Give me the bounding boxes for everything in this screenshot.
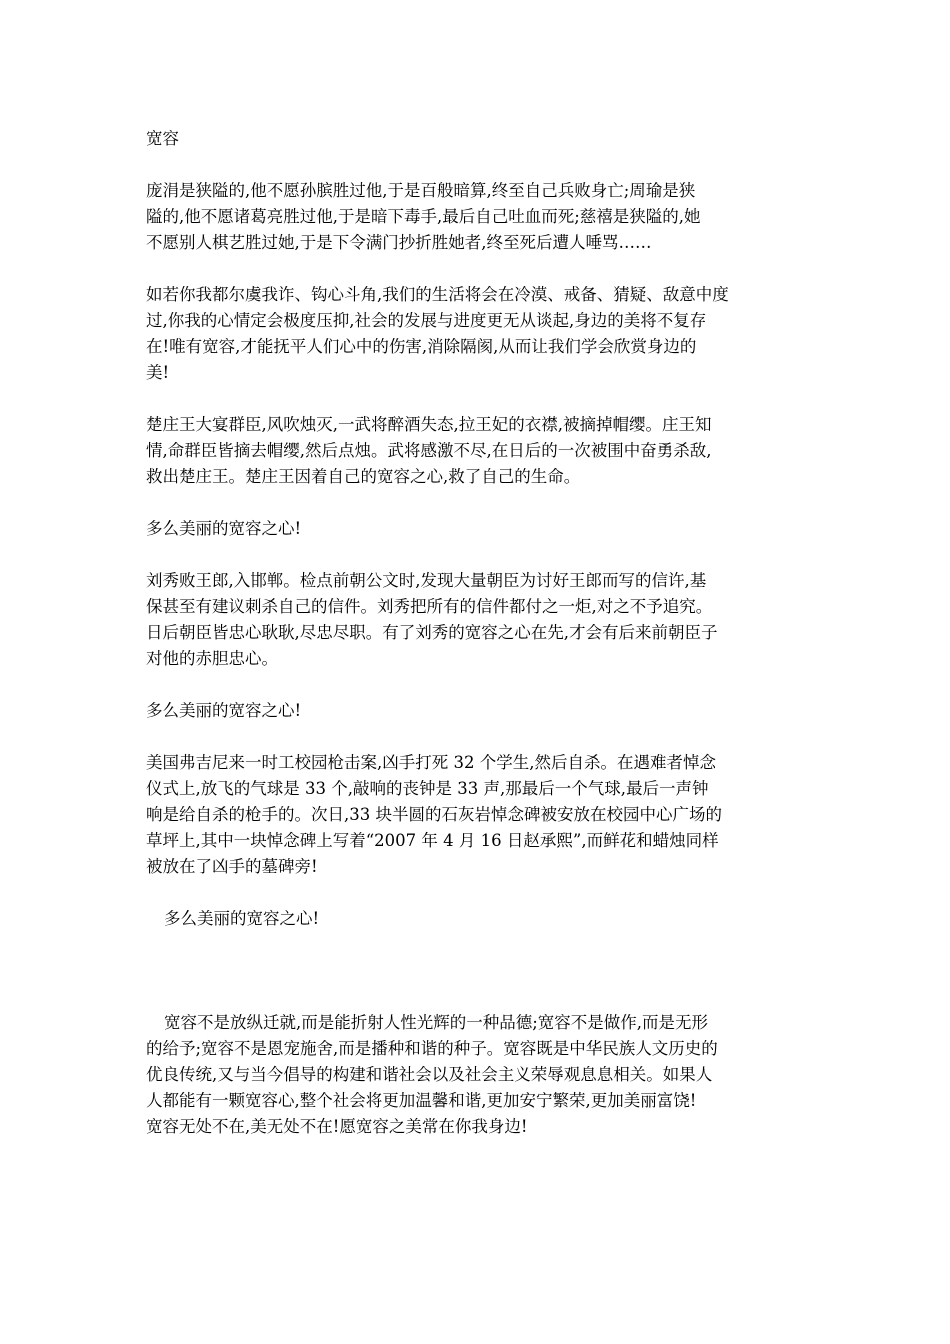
document-body (146, 126, 806, 1140)
paragraph-line: 情,命群臣皆摘去帽缨,然后点烛。武将感激不尽,在日后的一次被围中奋勇杀敌, (146, 441, 712, 460)
refrain-3: 多么美丽的宽容之心! (164, 909, 320, 928)
paragraph-line: 草坪上,其中一块悼念碑上写着“2007 年 4 月 16 日赵承熙”,而鲜花和蜡烛同样 (146, 831, 719, 850)
paragraph-line: 响是给自杀的枪手的。次日,33 块半圆的石灰岩悼念碑被安放在校园中心广场的 (146, 805, 722, 824)
paragraph-2 (146, 282, 806, 386)
paragraph-line: 救出楚庄王。楚庄王因着自己的宽容之心,救了自己的生命。 (146, 467, 581, 486)
paragraph-line: 日后朝臣皆忠心耿耿,尽忠尽职。有了刘秀的宽容之心在先,才会有后来前朝臣子 (146, 623, 718, 642)
paragraph-line: 美国弗吉尼来一时工校园枪击案,凶手打死 32 个学生,然后自杀。在遇难者悼念 (146, 753, 716, 772)
paragraph-line: 优良传统,又与当今倡导的构建和谐社会以及社会主义荣辱观息息相关。如果人 (146, 1065, 713, 1084)
refrain-2: 多么美丽的宽容之心! (146, 701, 302, 720)
paragraph-line: 过,你我的心情定会极度压抑,社会的发展与进度更无从谈起,身边的美将不复存 (146, 311, 707, 330)
paragraph-line: 不愿别人棋艺胜过她,于是下令满门抄折胜她者,终至死后遭人唾骂…… (146, 233, 652, 252)
refrain-1: 多么美丽的宽容之心! (146, 519, 302, 538)
paragraph-line: 保甚至有建议刺杀自己的信件。刘秀把所有的信件都付之一炬,对之不予追究。 (146, 597, 713, 616)
paragraph-line: 宽容不是放纵迁就,而是能折射人性光辉的一种品德;宽容不是做作,而是无形 (164, 1013, 709, 1032)
paragraph-line: 的给予;宽容不是恩宠施舍,而是播种和谐的种子。宽容既是中华民族人文历史的 (146, 1039, 718, 1058)
paragraph-line: 庞涓是狭隘的,他不愿孙膑胜过他,于是百般暗算,终至自己兵败身亡;周瑜是狭 (146, 181, 696, 200)
paragraph-3 (146, 412, 806, 490)
paragraph-line: 对他的赤胆忠心。 (146, 649, 278, 668)
document-title: 宽容 (146, 129, 179, 148)
paragraph-line: 仪式上,放飞的气球是 33 个,敲响的丧钟是 33 声,那最后一个气球,最后一声钟 (146, 779, 709, 798)
paragraph-4 (146, 568, 806, 672)
paragraph-1 (146, 178, 806, 256)
paragraph-line: 被放在了凶手的墓碑旁! (146, 857, 318, 876)
paragraph-line: 人都能有一颗宽容心,整个社会将更加温馨和谐,更加安宁繁荣,更加美丽富饶! (146, 1091, 697, 1110)
paragraph-line: 楚庄王大宴群臣,风吹烛灭,一武将醉酒失态,拉王妃的衣襟,被摘掉帽缨。庄王知 (146, 415, 712, 434)
paragraph-6 (146, 1010, 806, 1140)
paragraph-line: 隘的,他不愿诸葛亮胜过他,于是暗下毒手,最后自己吐血而死;慈禧是狭隘的,她 (146, 207, 701, 226)
paragraph-line: 在!唯有宽容,才能抚平人们心中的伤害,消除隔阂,从而让我们学会欣赏身边的 (146, 337, 697, 356)
paragraph-line: 如若你我都尔虞我诈、钩心斗角,我们的生活将会在冷漠、戒备、猜疑、敌意中度 (146, 285, 729, 304)
paragraph-line: 美! (146, 363, 170, 382)
paragraph-line: 宽容无处不在,美无处不在!愿宽容之美常在你我身边! (146, 1117, 528, 1136)
paragraph-line: 刘秀败王郎,入邯郸。检点前朝公文时,发现大量朝臣为讨好王郎而写的信许,基 (146, 571, 707, 590)
paragraph-5 (146, 750, 806, 880)
